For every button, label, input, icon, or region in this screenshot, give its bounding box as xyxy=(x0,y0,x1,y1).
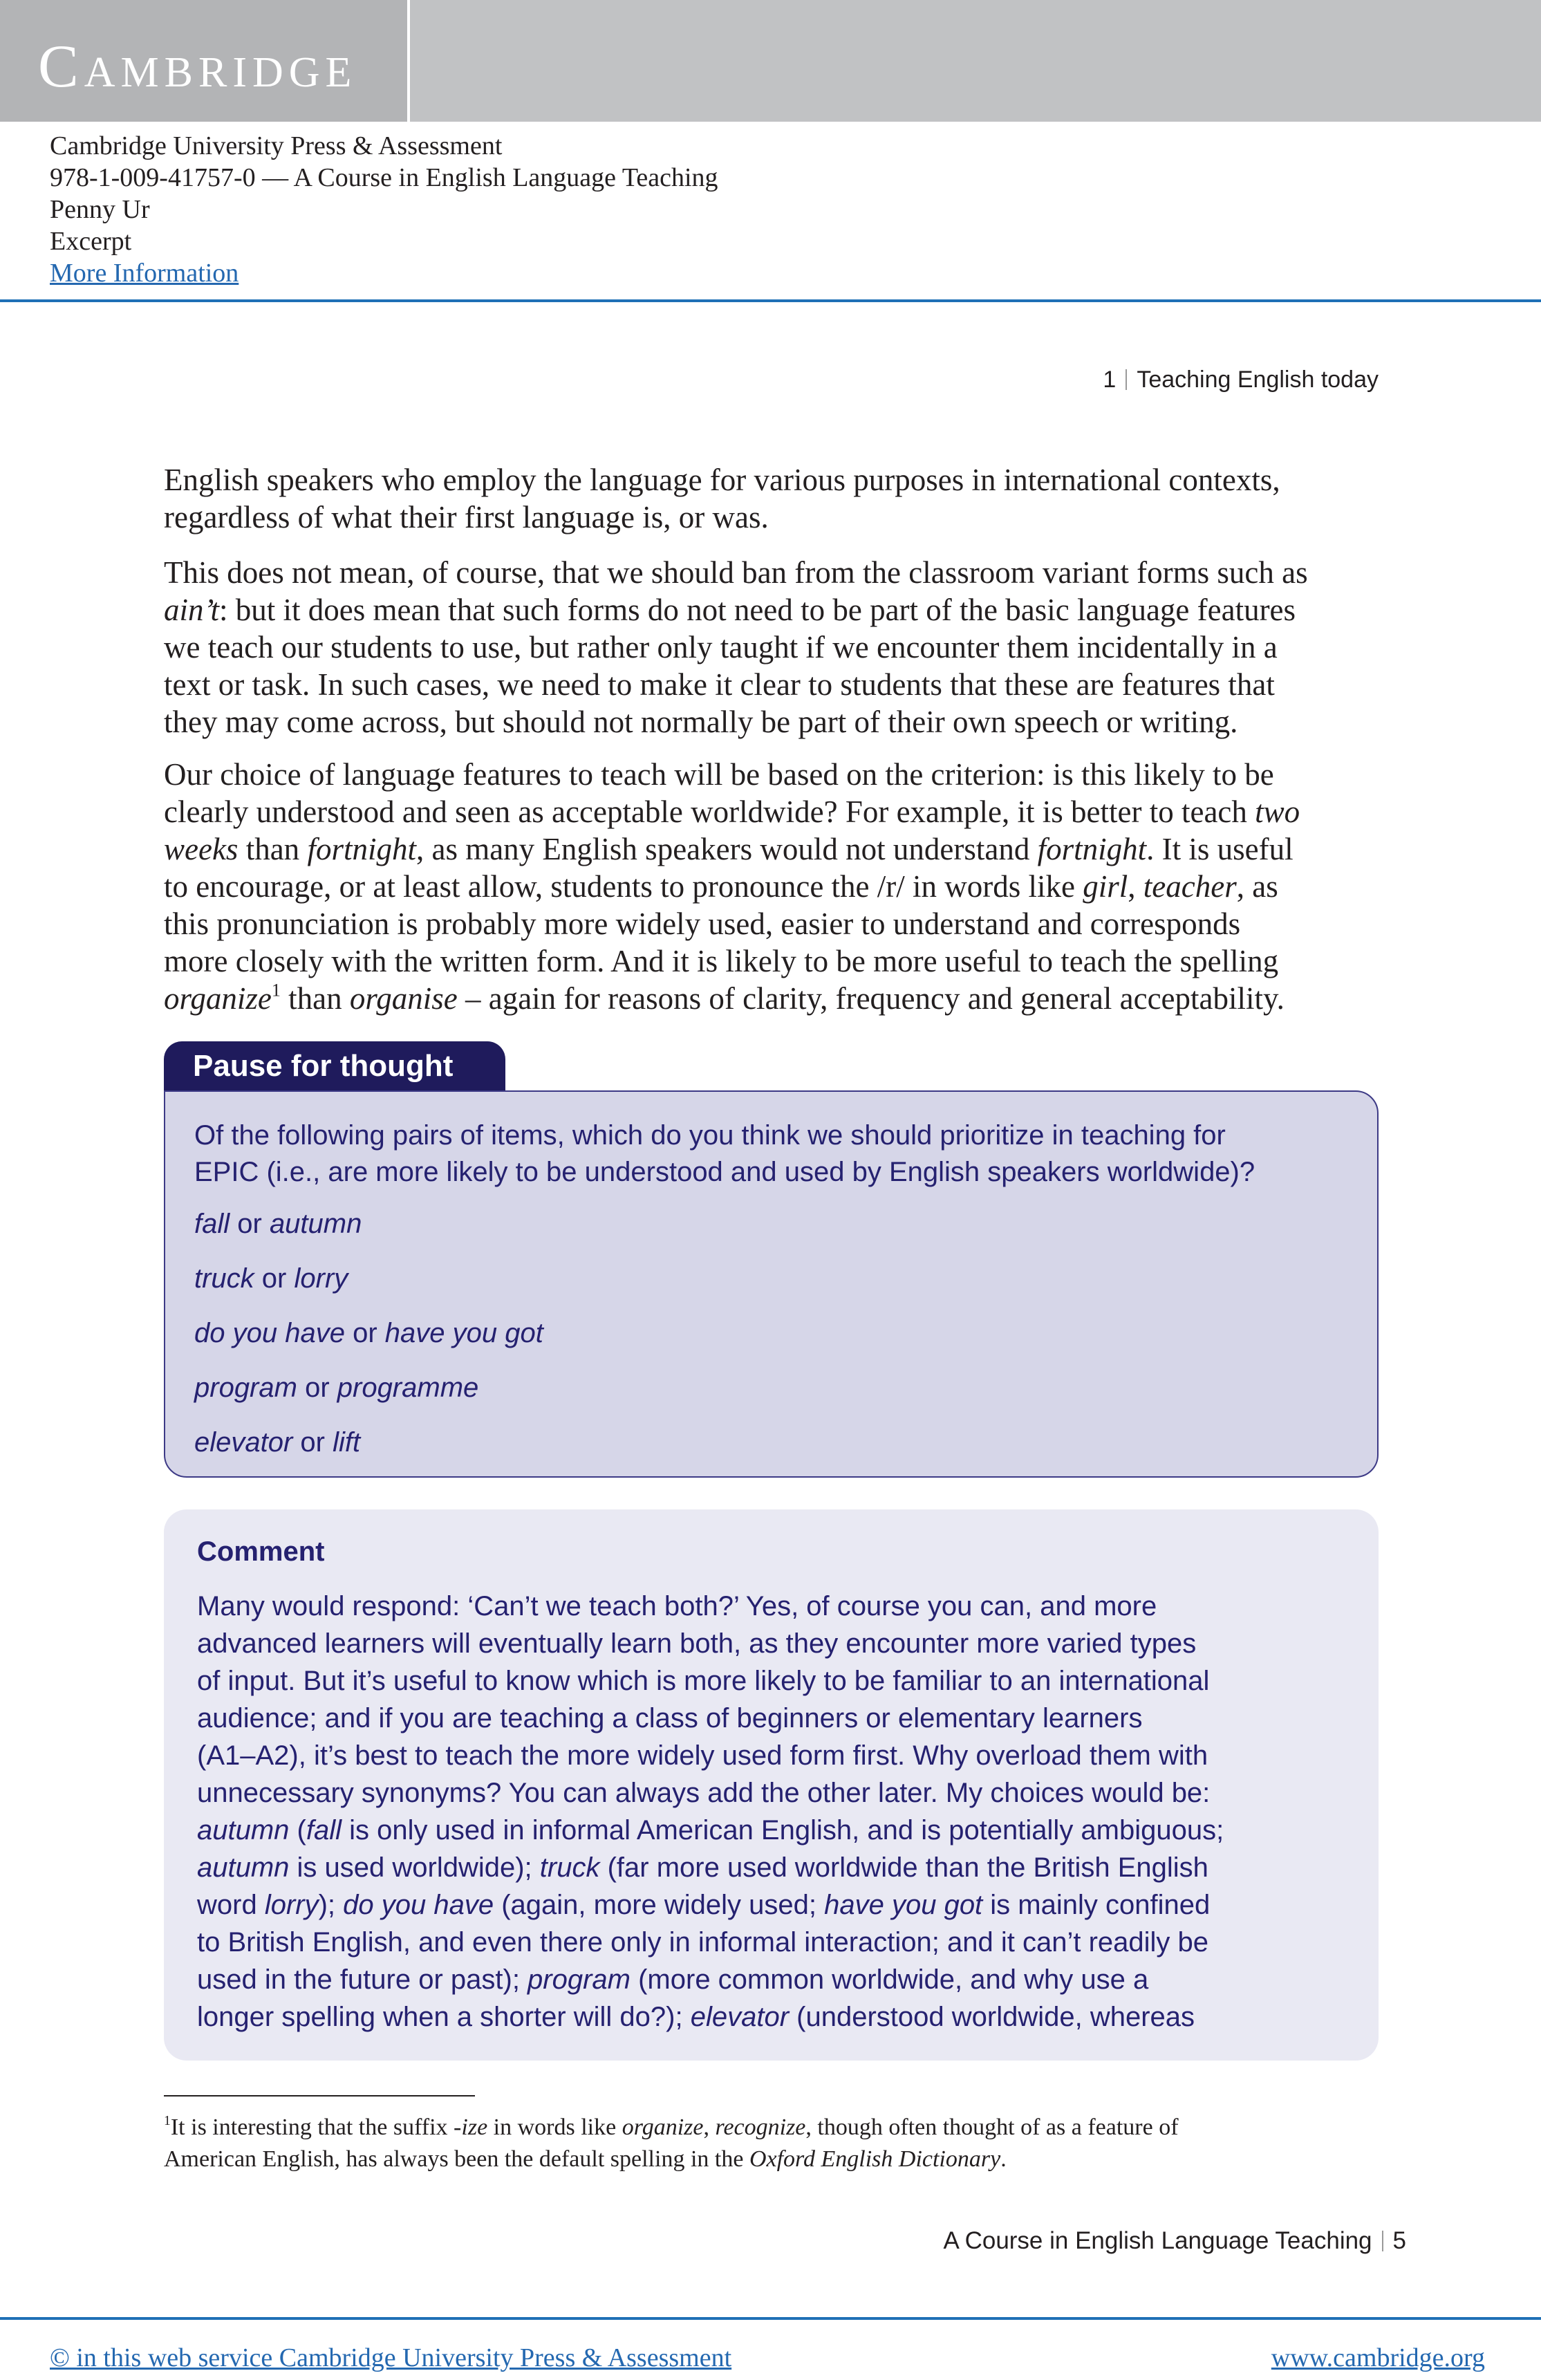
text-line xyxy=(164,2112,1179,2144)
text-run: we teach our students to use, but rather only taught if we encounter them incidentally in a xyxy=(164,630,1278,664)
italic-text: program xyxy=(527,1964,631,1995)
italic-text: ize xyxy=(461,2114,488,2140)
text-line xyxy=(194,1424,1349,1461)
text-run: text or task. In such cases, we need to make it clear to students that these are features that xyxy=(164,667,1275,702)
italic-text: fortnight xyxy=(1037,832,1147,866)
body-paragraph xyxy=(164,756,1300,1017)
italic-text: teacher xyxy=(1143,869,1237,904)
footnote-ref: 1 xyxy=(164,2113,171,2129)
text-run: , as xyxy=(1236,869,1278,904)
text-run: to British English, and even there only in informal interaction; and it can’t readily be xyxy=(197,1927,1209,1958)
page-number: 5 xyxy=(1392,2227,1406,2254)
italic-text: elevator xyxy=(690,2002,790,2032)
pause-items-list xyxy=(194,1206,1349,1461)
header-banner xyxy=(0,0,1541,122)
text-run: This does not mean, of course, that we should ban from the classroom variant forms such as xyxy=(164,555,1308,590)
text-run: this pronunciation is probably more widely used, easier to understand and corresponds xyxy=(164,907,1241,941)
text-run: or xyxy=(230,1209,270,1239)
italic-text: do you have xyxy=(194,1318,345,1348)
header-rule xyxy=(0,299,1541,302)
text-run: (A1–A2), it’s best to teach the more widely used form first. Why overload them with xyxy=(197,1740,1208,1771)
running-head xyxy=(1103,366,1379,393)
text-run: than xyxy=(280,981,350,1016)
italic-text: truck xyxy=(194,1263,254,1294)
text-run: English speakers who employ the language for various purposes in international contexts, xyxy=(164,463,1280,497)
italic-text: lorry xyxy=(264,1890,319,1920)
text-run: (far more used worldwide than the British English xyxy=(599,1852,1208,1883)
text-line xyxy=(164,793,1300,830)
italic-text: fall xyxy=(194,1209,230,1239)
text-run: clearly understood and seen as acceptable worldwide? For example, it is better to teach xyxy=(164,794,1255,829)
text-run: (more common worldwide, and why use a xyxy=(631,1964,1149,1995)
text-run: in words like xyxy=(487,2114,622,2140)
more-information-link[interactable]: More Information xyxy=(50,259,239,288)
text-run: American English, has always been the default spelling in the xyxy=(164,2146,749,2172)
italic-text: autumn xyxy=(269,1209,362,1239)
text-run: . It is useful xyxy=(1146,832,1293,866)
text-line xyxy=(197,1662,1351,1700)
footnote-ref: 1 xyxy=(271,980,281,1001)
text-line xyxy=(164,905,1300,942)
text-run: or xyxy=(254,1263,295,1294)
text-line xyxy=(197,1774,1351,1812)
logo-block xyxy=(0,0,407,122)
text-line xyxy=(197,1737,1351,1774)
text-run: : but it does mean that such forms do not need to be part of the basic language features xyxy=(219,593,1296,627)
text-line xyxy=(197,1998,1351,2036)
chapter-title: Teaching English today xyxy=(1137,366,1379,393)
text-run: (again, more widely used; xyxy=(494,1890,825,1920)
text-line xyxy=(197,1625,1351,1662)
body-paragraph xyxy=(164,554,1308,741)
italic-text: elevator xyxy=(194,1427,293,1458)
italic-text: weeks xyxy=(164,832,239,866)
copyright-link[interactable]: © in this web service Cambridge University Press & Assessment xyxy=(50,2343,732,2372)
comment-box xyxy=(164,1509,1379,2061)
book-title-footer: A Course in English Language Teaching xyxy=(943,2227,1372,2254)
comment-body xyxy=(197,1588,1351,2036)
body-paragraph xyxy=(164,461,1280,536)
comment-heading: Comment xyxy=(197,1536,325,1567)
italic-text: have you got xyxy=(824,1890,983,1920)
italic-text: Oxford English Dictionary xyxy=(749,2146,1001,2172)
text-line xyxy=(197,1886,1351,1924)
text-run: Of the following pairs of items, which do you think we should prioritize in teaching for xyxy=(194,1120,1226,1151)
author: Penny Ur xyxy=(50,195,150,224)
text-run: to encourage, or at least allow, students to pronounce the /r/ in words like xyxy=(164,869,1083,904)
italic-text: ain’t xyxy=(164,593,220,627)
italic-text: fortnight xyxy=(307,832,416,866)
text-line xyxy=(164,703,1308,741)
separator-rule xyxy=(1126,369,1127,390)
text-line xyxy=(164,554,1308,591)
text-line xyxy=(164,830,1300,868)
text-line xyxy=(197,1961,1351,1998)
italic-text: program xyxy=(194,1373,297,1403)
text-run: advanced learners will eventually learn both, as they encounter more varied types xyxy=(197,1628,1197,1659)
text-run: regardless of what their first language is, or was. xyxy=(164,500,769,534)
text-run: or xyxy=(292,1427,333,1458)
text-run: more closely with the written form. And it is likely to be more useful to teach the spelling xyxy=(164,944,1279,978)
italic-text: two xyxy=(1255,794,1300,829)
italic-text: programme xyxy=(337,1373,479,1403)
text-run: , as many English speakers would not understand xyxy=(415,832,1038,866)
text-run: ); xyxy=(318,1890,344,1920)
text-line xyxy=(164,2144,1179,2175)
text-run: or xyxy=(297,1373,337,1403)
text-line xyxy=(164,942,1300,980)
text-run: , though often thought of as a feature of xyxy=(805,2114,1179,2140)
isbn-title: 978-1-009-41757-0 — A Course in English Language Teaching xyxy=(50,163,718,192)
cambridge-site-link[interactable]: www.cambridge.org xyxy=(1271,2343,1485,2372)
text-line xyxy=(197,1588,1351,1625)
running-foot xyxy=(943,2227,1406,2255)
text-run: , xyxy=(1128,869,1143,904)
text-line xyxy=(197,1700,1351,1737)
italic-text: lift xyxy=(333,1427,361,1458)
italic-text: organize xyxy=(164,981,272,1016)
pause-for-thought-tab: Pause for thought xyxy=(164,1041,505,1091)
text-run: ( xyxy=(289,1815,306,1846)
text-line xyxy=(194,1370,1349,1406)
text-run: (understood worldwide, whereas xyxy=(789,2002,1195,2032)
text-run: audience; and if you are teaching a class of beginners or elementary learners xyxy=(197,1703,1143,1733)
publisher: Cambridge University Press & Assessment xyxy=(50,131,503,160)
text-run: they may come across, but should not normally be part of their own speech or writing. xyxy=(164,705,1238,739)
footer-rule xyxy=(0,2317,1541,2320)
excerpt-label: Excerpt xyxy=(50,227,132,256)
text-run: of input. But it’s useful to know which is more likely to be familiar to an international xyxy=(197,1666,1210,1696)
pause-question xyxy=(194,1117,1349,1191)
italic-text: have you got xyxy=(384,1318,543,1348)
text-run: Many would respond: ‘Can’t we teach both?’ Yes, of course you can, and more xyxy=(197,1591,1157,1621)
italic-text: fall xyxy=(306,1815,342,1846)
text-run: is mainly confined xyxy=(982,1890,1211,1920)
footnote-rule xyxy=(164,2095,475,2097)
text-line xyxy=(164,629,1308,666)
text-run: unnecessary synonyms? You can always add the other later. My choices would be: xyxy=(197,1778,1211,1808)
chapter-number: 1 xyxy=(1103,366,1117,393)
text-line xyxy=(164,666,1308,703)
text-line xyxy=(194,1315,1349,1352)
text-line xyxy=(194,1154,1349,1191)
italic-text: truck xyxy=(539,1852,600,1883)
text-line xyxy=(164,461,1280,499)
italic-text: autumn xyxy=(197,1815,290,1846)
text-run: word xyxy=(197,1890,265,1920)
text-line xyxy=(164,980,1300,1017)
italic-text: autumn xyxy=(197,1852,290,1883)
text-run: Our choice of language features to teach will be based on the criterion: is this likely to be xyxy=(164,757,1274,792)
italic-text: organize xyxy=(622,2114,704,2140)
text-line xyxy=(164,868,1300,905)
text-line xyxy=(164,591,1308,629)
text-line xyxy=(194,1117,1349,1154)
cambridge-logo: CAMBRIDGE xyxy=(38,33,357,100)
text-run: It is interesting that the suffix - xyxy=(170,2114,462,2140)
banner-divider xyxy=(407,0,410,122)
text-run: EPIC (i.e., are more likely to be understood and used by English speakers worldwide)? xyxy=(194,1157,1255,1187)
text-run: – again for reasons of clarity, frequency and general acceptability. xyxy=(457,981,1285,1016)
text-run: is only used in informal American English, and is potentially ambiguous; xyxy=(342,1815,1224,1846)
italic-text: lorry xyxy=(294,1263,348,1294)
text-line xyxy=(164,499,1280,536)
italic-text: do you have xyxy=(343,1890,494,1920)
text-line xyxy=(197,1849,1351,1886)
italic-text: organise xyxy=(349,981,458,1016)
text-line xyxy=(194,1261,1349,1297)
footnote xyxy=(164,2112,1179,2175)
text-line xyxy=(164,756,1300,793)
pause-for-thought-box xyxy=(164,1090,1379,1478)
text-line xyxy=(197,1812,1351,1849)
italic-text: girl xyxy=(1083,869,1128,904)
text-run: used in the future or past); xyxy=(197,1964,528,1995)
text-line xyxy=(197,1924,1351,1961)
text-run: longer spelling when a shorter will do?); xyxy=(197,2002,691,2032)
book-metadata xyxy=(50,130,718,289)
text-run: than xyxy=(238,832,308,866)
text-run: . xyxy=(1000,2146,1007,2172)
text-line xyxy=(194,1206,1349,1243)
text-run: is used worldwide); xyxy=(289,1852,540,1883)
separator-rule xyxy=(1382,2231,1383,2251)
text-run: , xyxy=(703,2114,716,2140)
italic-text: recognize xyxy=(715,2114,806,2140)
text-run: or xyxy=(344,1318,385,1348)
